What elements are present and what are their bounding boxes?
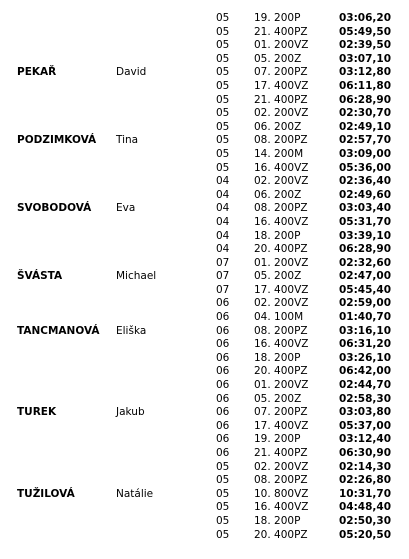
- result-time: 06:28,90: [339, 243, 392, 256]
- result-time: 03:07,10: [339, 52, 392, 65]
- result-time: 03:16,10: [339, 324, 392, 337]
- category-code: 05: [216, 93, 230, 106]
- result-time: 06:42,00: [339, 365, 392, 378]
- event-name: 18. 200P: [254, 351, 301, 364]
- result-time: 03:03,80: [339, 406, 392, 419]
- result-row: [0, 216, 409, 230]
- result-row: [0, 66, 409, 80]
- event-name: 02. 200VZ: [254, 107, 309, 120]
- event-name: 19. 200P: [254, 12, 301, 24]
- category-code: 05: [216, 39, 230, 52]
- category-code: 06: [216, 419, 230, 432]
- result-time: 02:44,70: [339, 379, 392, 392]
- category-code: 04: [216, 175, 230, 188]
- result-row: [0, 94, 409, 108]
- result-time: 06:11,80: [339, 79, 392, 92]
- event-name: 02. 200VZ: [254, 175, 309, 188]
- category-code: 07: [216, 256, 230, 269]
- event-name: 20. 400PZ: [254, 243, 308, 256]
- result-time: 03:12,80: [339, 66, 392, 79]
- result-time: 03:12,40: [339, 433, 392, 446]
- category-code: 07: [216, 270, 230, 283]
- result-time: 02:26,80: [339, 474, 392, 487]
- category-code: 06: [216, 297, 230, 310]
- category-code: 05: [216, 12, 230, 24]
- category-code: 06: [216, 351, 230, 364]
- result-row: [0, 175, 409, 189]
- result-row: [0, 447, 409, 461]
- result-time: 02:47,00: [339, 270, 392, 283]
- result-row: [0, 257, 409, 271]
- event-name: 08. 200PZ: [254, 202, 308, 215]
- result-row: [0, 515, 409, 529]
- result-time: 02:57,70: [339, 134, 392, 147]
- event-name: 08. 200PZ: [254, 134, 308, 147]
- swimmer-surname: TUREK: [17, 406, 57, 419]
- category-code: 05: [216, 25, 230, 38]
- category-code: 06: [216, 406, 230, 419]
- result-time: 02:36,40: [339, 175, 392, 188]
- category-code: 05: [216, 487, 230, 500]
- event-name: 08. 200PZ: [254, 474, 308, 487]
- result-row: [0, 26, 409, 40]
- result-time: 06:28,90: [339, 93, 392, 106]
- event-name: 17. 400VZ: [254, 79, 309, 92]
- result-time: 04:48,40: [339, 501, 392, 514]
- result-row: [0, 461, 409, 475]
- event-name: 16. 400VZ: [254, 215, 309, 228]
- result-time: 05:49,50: [339, 25, 392, 38]
- event-name: 14. 200M: [254, 147, 304, 160]
- result-time: 02:58,30: [339, 392, 392, 405]
- swimmer-firstname: Natálie: [116, 487, 154, 500]
- result-row: [0, 12, 409, 26]
- result-row: [0, 243, 409, 257]
- event-name: 21. 400PZ: [254, 93, 308, 106]
- result-time: 03:39,10: [339, 229, 392, 242]
- result-row: [0, 433, 409, 447]
- result-row: [0, 230, 409, 244]
- category-code: 06: [216, 392, 230, 405]
- event-name: 18. 200P: [254, 229, 301, 242]
- category-code: 06: [216, 311, 230, 324]
- event-name: 17. 400VZ: [254, 419, 309, 432]
- result-row: [0, 529, 409, 543]
- event-name: 04. 100M: [254, 311, 304, 324]
- result-row: [0, 311, 409, 325]
- result-time: 02:50,30: [339, 514, 392, 527]
- event-name: 16. 400VZ: [254, 501, 309, 514]
- result-time: 05:36,00: [339, 161, 392, 174]
- result-row: [0, 39, 409, 53]
- result-time: 02:59,00: [339, 297, 392, 310]
- result-row: [0, 352, 409, 366]
- category-code: 04: [216, 229, 230, 242]
- event-name: 19. 200P: [254, 433, 301, 446]
- category-code: 05: [216, 147, 230, 160]
- event-name: 05. 200Z: [254, 392, 302, 405]
- result-row: [0, 148, 409, 162]
- result-row: [0, 202, 409, 216]
- category-code: 07: [216, 283, 230, 296]
- event-name: 16. 400VZ: [254, 161, 309, 174]
- category-code: 04: [216, 202, 230, 215]
- result-row: [0, 365, 409, 379]
- event-name: 02. 200VZ: [254, 460, 309, 473]
- result-row: [0, 134, 409, 148]
- event-name: 18. 200P: [254, 514, 301, 527]
- result-row: [0, 53, 409, 67]
- category-code: 05: [216, 134, 230, 147]
- result-row: [0, 501, 409, 515]
- event-name: 01. 200VZ: [254, 39, 309, 52]
- category-code: 06: [216, 433, 230, 446]
- result-time: 03:06,20: [339, 12, 392, 24]
- category-code: 04: [216, 188, 230, 201]
- category-code: 05: [216, 514, 230, 527]
- category-code: 06: [216, 365, 230, 378]
- event-name: 21. 400PZ: [254, 447, 308, 459]
- category-code: 06: [216, 447, 230, 459]
- category-code: 04: [216, 215, 230, 228]
- category-code: 05: [216, 528, 230, 541]
- category-code: 05: [216, 161, 230, 174]
- event-name: 01. 200VZ: [254, 379, 309, 392]
- result-row: [0, 393, 409, 407]
- result-row: [0, 488, 409, 502]
- event-name: 02. 200VZ: [254, 297, 309, 310]
- swimmer-firstname: Tina: [116, 134, 139, 147]
- result-row: [0, 284, 409, 298]
- event-name: 07. 200PZ: [254, 66, 308, 79]
- category-code: 06: [216, 379, 230, 392]
- result-row: [0, 379, 409, 393]
- result-row: [0, 474, 409, 488]
- result-row: [0, 189, 409, 203]
- result-time: 02:32,60: [339, 256, 392, 269]
- category-code: 05: [216, 52, 230, 65]
- swimmer-surname: PODZIMKOVÁ: [17, 134, 97, 147]
- swimmer-firstname: Eliška: [116, 324, 147, 337]
- event-name: 01. 200VZ: [254, 256, 309, 269]
- results-sheet: [0, 12, 409, 542]
- result-time: 05:20,50: [339, 528, 392, 541]
- category-code: 04: [216, 243, 230, 256]
- result-row: [0, 107, 409, 121]
- result-time: 10:31,70: [339, 487, 392, 500]
- result-row: [0, 270, 409, 284]
- result-time: 06:30,90: [339, 447, 392, 459]
- result-time: 06:31,20: [339, 338, 392, 351]
- result-time: 05:37,00: [339, 419, 392, 432]
- category-code: 05: [216, 107, 230, 120]
- event-name: 06. 200Z: [254, 120, 302, 133]
- category-code: 05: [216, 474, 230, 487]
- swimmer-firstname: Eva: [116, 202, 136, 215]
- category-code: 06: [216, 324, 230, 337]
- swimmer-firstname: David: [116, 66, 147, 79]
- swimmer-surname: ŠVÁSTA: [17, 270, 63, 283]
- result-row: [0, 338, 409, 352]
- swimmer-surname: TUŽILOVÁ: [17, 487, 75, 500]
- result-time: 05:31,70: [339, 215, 392, 228]
- event-name: 08. 200PZ: [254, 324, 308, 337]
- category-code: 05: [216, 120, 230, 133]
- event-name: 10. 800VZ: [254, 487, 309, 500]
- event-name: 07. 200PZ: [254, 406, 308, 419]
- result-time: 03:03,40: [339, 202, 392, 215]
- result-row: [0, 80, 409, 94]
- event-name: 21. 400PZ: [254, 25, 308, 38]
- swimmer-surname: PEKAŘ: [17, 66, 57, 79]
- result-row: [0, 325, 409, 339]
- result-row: [0, 420, 409, 434]
- category-code: 06: [216, 338, 230, 351]
- result-row: [0, 121, 409, 135]
- category-code: 05: [216, 66, 230, 79]
- result-time: 05:45,40: [339, 283, 392, 296]
- result-time: 01:40,70: [339, 311, 392, 324]
- swimmer-surname: TANCMANOVÁ: [17, 324, 100, 337]
- result-time: 02:39,50: [339, 39, 392, 52]
- result-row: [0, 162, 409, 176]
- event-name: 17. 400VZ: [254, 283, 309, 296]
- result-time: 03:26,10: [339, 351, 392, 364]
- event-name: 06. 200Z: [254, 188, 302, 201]
- event-name: 20. 400PZ: [254, 528, 308, 541]
- category-code: 05: [216, 460, 230, 473]
- event-name: 20. 400PZ: [254, 365, 308, 378]
- result-time: 02:14,30: [339, 460, 392, 473]
- result-time: 02:49,10: [339, 120, 392, 133]
- result-time: 03:09,00: [339, 147, 392, 160]
- swimmer-firstname: Michael: [116, 270, 157, 283]
- category-code: 05: [216, 501, 230, 514]
- result-row: [0, 297, 409, 311]
- result-time: 02:49,60: [339, 188, 392, 201]
- swimmer-surname: SVOBODOVÁ: [17, 202, 92, 215]
- event-name: 16. 400VZ: [254, 338, 309, 351]
- result-row: [0, 406, 409, 420]
- swimmer-firstname: Jakub: [116, 406, 145, 419]
- result-time: 02:30,70: [339, 107, 392, 120]
- event-name: 05. 200Z: [254, 270, 302, 283]
- category-code: 05: [216, 79, 230, 92]
- event-name: 05. 200Z: [254, 52, 302, 65]
